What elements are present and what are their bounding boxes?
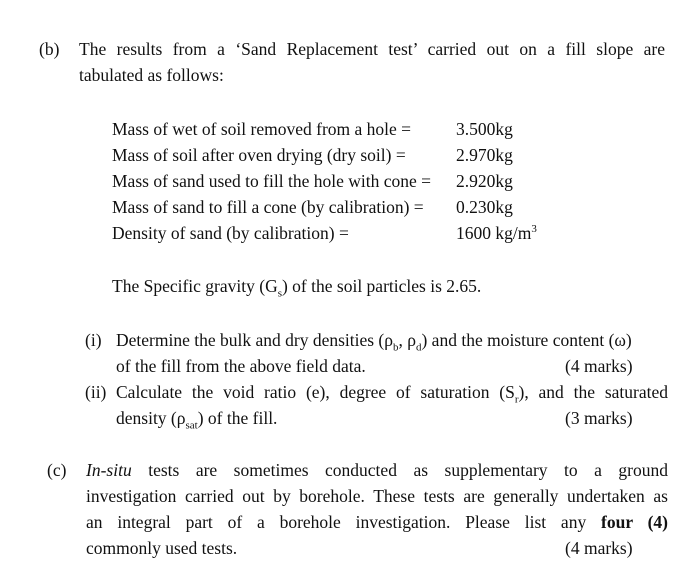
row-label-sand-cone: Mass of sand to fill a cone (by calibration) =	[112, 197, 424, 217]
q1-number: (i)	[85, 330, 102, 350]
part-c-line2: investigation carried out by borehole. These tests are generally undertaken as	[86, 486, 668, 506]
row-value-sand-density: 1600 $kg/m^3$	[456, 223, 537, 243]
part-b-intro-line1: The results from a ‘Sand Replacement test’ carried out on a fill slope are	[79, 39, 665, 59]
part-c-line3: an integral part of a borehole investigation. Please list any four (4)	[86, 512, 668, 532]
row-label-sand-hole-cone: Mass of sand used to fill the hole with cone =	[112, 171, 431, 191]
row-value-wet-mass: 3.500kg	[456, 119, 513, 139]
part-c-line4: commonly used tests.	[86, 538, 238, 558]
part-b-intro-line2: tabulated as follows:	[79, 65, 224, 85]
row-label-wet-mass: Mass of wet of soil removed from a hole =	[112, 119, 412, 139]
q1-marks: (4 marks)	[565, 356, 633, 376]
q2-number: (ii)	[85, 382, 107, 402]
part-c-label: (c)	[47, 460, 67, 480]
part-c-marks: (4 marks)	[565, 538, 633, 558]
q1-line1: Determine the bulk and dry densities ($\rho_b$, $\rho_d$) and the moisture content (ω)	[116, 330, 632, 354]
row-value-dry-mass: 2.970kg	[456, 145, 513, 165]
row-label-sand-density: Density of sand (by calibration) =	[112, 223, 349, 243]
specific-gravity-statement: The Specific gravity $(G_s)$ of the soil particles is 2.65.	[112, 276, 482, 300]
q2-marks: (3 marks)	[565, 408, 633, 428]
q2-line2: density $(\rho_{sat})$ of the fill.	[116, 408, 278, 432]
q1-line2: of the fill from the above field data.	[116, 356, 366, 376]
row-value-sand-cone: 0.230kg	[456, 197, 513, 217]
part-b-label: (b)	[39, 39, 60, 59]
row-label-dry-mass: Mass of soil after oven drying (dry soil) =	[112, 145, 406, 165]
q2-line1: Calculate the void ratio (e), degree of saturation $(S_r)$, and the saturated	[116, 382, 668, 406]
part-c-line1: In-situ tests are sometimes conducted as supplementary to a ground	[86, 460, 668, 480]
row-value-sand-hole-cone: 2.920kg	[456, 171, 513, 191]
